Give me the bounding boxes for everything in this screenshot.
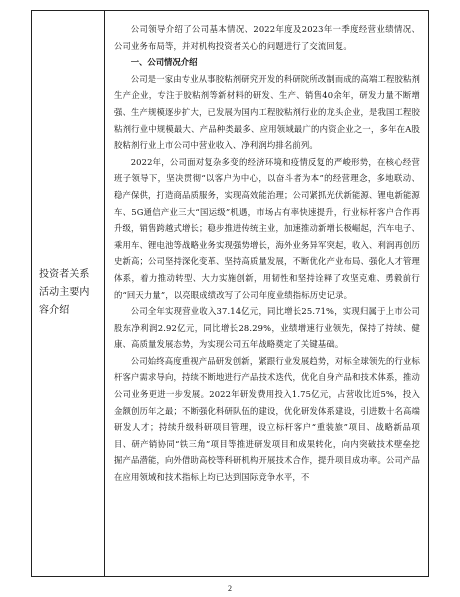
page-number: 2 [228,584,232,593]
row-label-cell [32,11,105,576]
content-table [31,10,429,577]
content-cell [105,11,428,576]
financial-results-paragraph: 公司全年实现营业收入37.14亿元，同比增长25.71%，实现归属于上市公司股东净利润2.92亿元，同比增长28.29%，业绩增速行业领先，保持了持续、健康、高质量发展态势，为实现公司五年战略奠定了关键基础。 [114,306,420,350]
rnd-paragraph: 公司始终高度重视产品研发创新，紧跟行业发展趋势，对标全球领先的行业标杆客户需求导向，持续不断地进行产品技术迭代，优化自身产品和技术体系，推动公司业务更进一步发展。2022年研发费用投入1.75亿元，占营收比近5%，投入金额创历年之最；不断强化科研队伍的建设，优化研发体系建设，引进数十名高端研发人才；持续升级科研项目管理，设立标杆客户“重装旅”项目、战略新品项目、研产销协同“铁三角”项目等推进研发项目和成果转化，向内突破技术壁垒挖掘产品潜能，向外借助高校等科研机构开展技术合作，提升项目成功率。公司产品在应用领域和技术指标上均已达到国际竞争水平，不 [114,355,420,483]
intro-paragraph: 公司领导介绍了公司基本情况、2022年度及2023年一季度经营业绩情况、公司业务布局等，并对机构投资者关心的问题进行了交流回复。 [114,24,420,51]
row-label: 投资者关系活动主要内容介绍 [39,269,90,316]
section-heading: 一、公司情况介绍 [130,57,198,68]
company-overview-paragraph: 公司是一家由专业从事胶粘剂研究开发的科研院所改制而成的高端工程胶粘剂生产企业，专注于胶粘剂等新材料的研发、生产、销售40余年，研发力量不断增强、生产规模逐步扩大，已发展为国内工程胶粘剂行业的龙头企业，是我国工程胶粘剂行业中规模最大、产品种类最多、应用领域最广的内资企业之一，多年在A股胶粘剂行业上市公司中营业收入、净利润均排名前列。 [114,73,420,151]
annual-review-paragraph: 2022年，公司面对复杂多变的经济环境和疫情反复的严峻形势，在核心经营班子领导下，坚决贯彻“以客户为中心，以奋斗者为本”的经营理念，多地联动、稳产保供，打造商品质服务，实现高效能治理；公司紧抓光伏新能源、锂电新能源车、5G通信产业三大“国运级”机遇，市场占有率快速提升，行业标杆客户合作再升级，销售跨越式增长；稳步推进传统主业，加速推动新增长极崛起，汽车电子、乘用车、锂电池等战略业务实现强势增长，海外业务异军突起，收入、利润再创历史新高；公司坚持深化变革、坚持高质量发展，不断优化产业布局、强化人才管理体系，着力推动转型、大力实施创新，用韧性和坚持诠释了攻坚克难、勇毅前行的“回天力量”，以亮眼成绩改写了公司年度业绩指标历史记录。 [114,156,420,300]
